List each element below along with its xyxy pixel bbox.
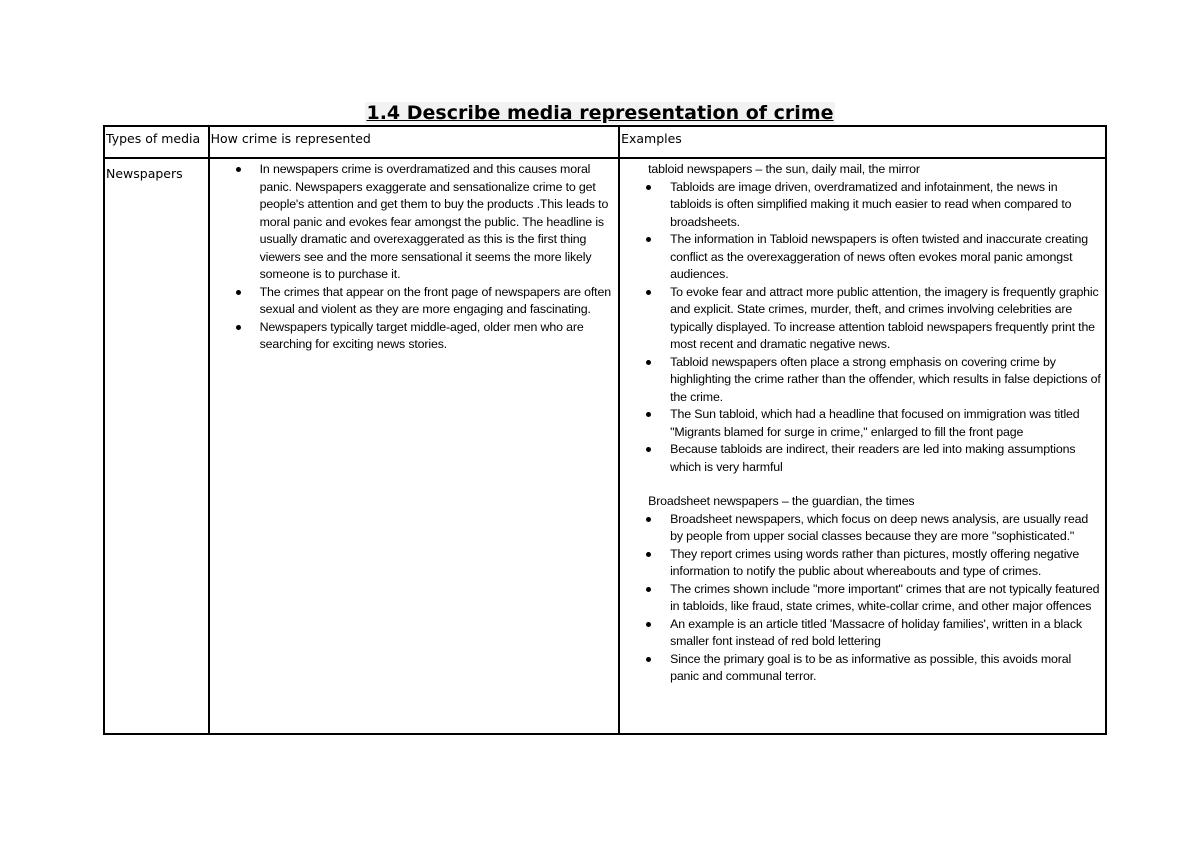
list-item: The crimes shown include "more important" crimes that are not typically featured in tabloids, like fraud, state crimes, white-collar crime, and other major offences: [670, 581, 1101, 616]
list-item: The information in Tabloid newspapers is often twisted and inaccurate creating conflict as the overexaggeration of news often evokes moral panic amongst audiences.: [670, 231, 1101, 284]
how-list: [210, 159, 618, 354]
list-item: In newspapers crime is overdramatized and this causes moral panic. Newspapers exaggerate and sensationalize crime to get people's attention and get them to buy the products .This leads to moral panic and evokes fear amongst the public. The headline is usually dramatic and overexaggerated as this is the first thing viewers see and the more sensational it seems the more likely someone is to purchase it.: [260, 161, 614, 284]
broadsheet-heading: Broadsheet newspapers – the guardian, the times: [648, 494, 915, 508]
tabloid-heading: tabloid newspapers – the sun, daily mail, the mirror: [648, 162, 920, 176]
cell-how-represented: [209, 158, 619, 734]
header-types-of-media: Types of media: [104, 126, 209, 158]
broadsheet-list: [620, 511, 1105, 686]
list-item: To evoke fear and attract more public attention, the imagery is frequently graphic and explicit. State crimes, murder, theft, and crimes involving celebrities are typically displayed. To increase attention tabloid newspapers frequently print the most recent and dramatic negative news.: [670, 284, 1101, 354]
media-crime-table: [103, 125, 1107, 735]
tabloid-list: [620, 179, 1105, 477]
table-header-row: [104, 126, 1106, 158]
list-item: They report crimes using words rather than pictures, mostly offering negative information to notify the public about whereabouts and type of crimes.: [670, 546, 1101, 581]
list-item: Because tabloids are indirect, their readers are led into making assumptions which is very harmful: [670, 441, 1101, 476]
list-item: The Sun tabloid, which had a headline that focused on immigration was titled "Migrants blamed for surge in crime," enlarged to fill the front page: [670, 406, 1101, 441]
table-row-newspapers: [104, 158, 1106, 734]
list-item: Newspapers typically target middle-aged, older men who are searching for exciting news stories.: [260, 319, 614, 354]
spacer: [620, 476, 1105, 493]
cell-media-type: Newspapers: [104, 158, 209, 734]
list-item: Tabloids are image driven, overdramatized and infotainment, the news in tabloids is often simplified making it much easier to read when compared to broadsheets.: [670, 179, 1101, 232]
list-item: An example is an article titled 'Massacre of holiday families', written in a black smaller font instead of red bold lettering: [670, 616, 1101, 651]
header-how-represented: How crime is represented: [209, 126, 619, 158]
header-examples: Examples: [619, 126, 1106, 158]
list-item: Since the primary goal is to be as informative as possible, this avoids moral panic and communal terror.: [670, 651, 1101, 686]
cell-examples: [619, 158, 1106, 734]
document-title: 1.4 Describe media representation of crime: [366, 102, 834, 124]
list-item: Tabloid newspapers often place a strong emphasis on covering crime by highlighting the crime rather than the offender, which results in false depictions of the crime.: [670, 354, 1101, 407]
list-item: Broadsheet newspapers, which focus on deep news analysis, are usually read by people from upper social classes because they are more "sophisticated.": [670, 511, 1101, 546]
list-item: The crimes that appear on the front page of newspapers are often sexual and violent as they are more engaging and fascinating.: [260, 284, 614, 319]
